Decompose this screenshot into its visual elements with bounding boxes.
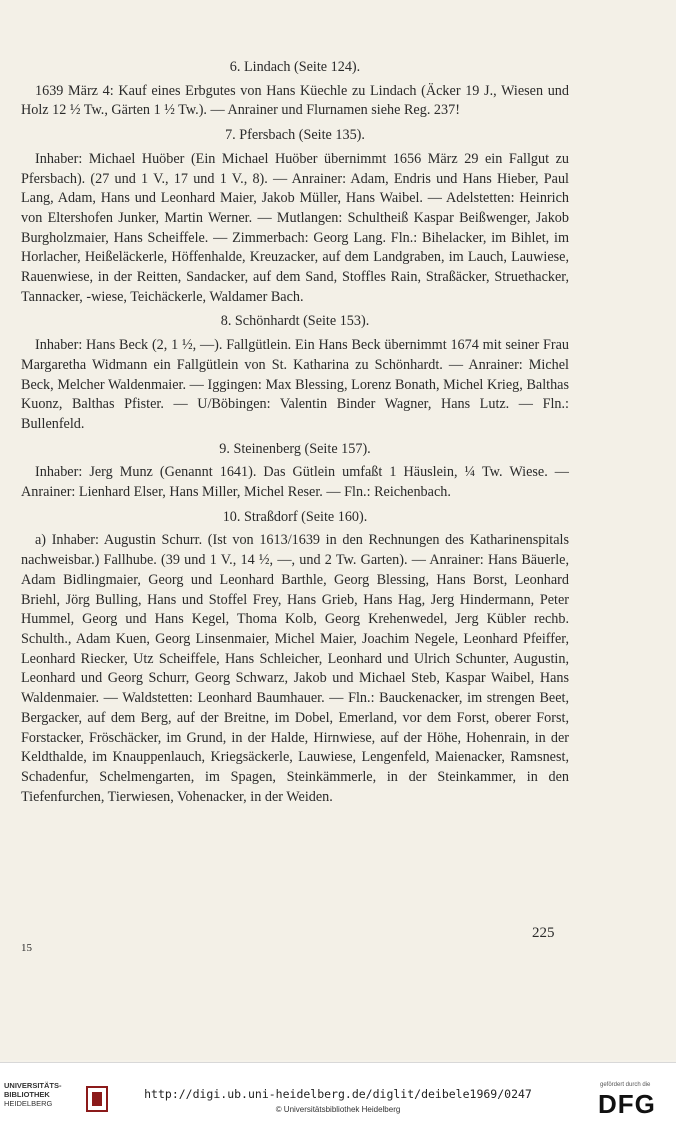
section-heading: 7. Pfersbach (Seite 135). <box>225 127 365 144</box>
section-heading: 10. Straßdorf (Seite 160). <box>222 508 368 525</box>
section-paragraph: Inhaber: Jerg Munz (Genannt 1641). Das Gütlein umfaßt 1 Häuslein, ¼ Tw. Wiese. — Anrainer: Lienhard Elser, Hans Miller, Michel Reser. — Fln.: Reichenbach. <box>21 464 569 501</box>
library-name-line1: UNIVERSITÄTS- <box>4 1081 62 1090</box>
section-paragraph: a) Inhaber: Augustin Schurr. (Ist von 1613/1639 in den Rechnungen des Katharinenspitals nachweisbar.) Fallhube. (39 und 1 V., 14 ½, —, und 2 Tw. Garten). — Anrainer: Hans Bäuerle, Adam Bidlingmaier, Georg und Leonhard Barthle, Georg Blessing, Hans Borst, Leonhard Briehl, Jörg Bulling, Hans und Stoffel Frey, Hans Grieb, Hans Hag, Jerg Hindermann, Peter Hummel, Georg und Hans Kegel, Thoma Kolb, Georg Krehenwedel, Jerg Kübler rechb. Schulth., Adam Kuen, Georg Linsenmaier, Michel Maier, Joachim Negele, Leonhard Pfeiffer, Leonhard Riecker, Utz Scheiffele, Hans Schleicher, Leonhard und Ulrich Schunter, Augustin, Leonhard und Georg Schurr, Georg Schwarz, Jakob und Michael Steb, Kaspar Waibel, Hans Waldenmaier. — Waldstetten: Leonhard Baumhauer. — Fln.: Bauckenacker, im strengen Beet, Bergacker, auf dem Berg, auf der Breitne, im Dobel, Emerland, vor dem Forst, oberer Forst, Forstacker, Fröschäcker, im Grund, in der Halde, Hirnwiese, auf der Höhe, Hohenrain, in der Keldthalde, im Knauppenlauch, Kriegsäckerle, Lauwiese, Lengenfeld, Maienacker, Ramsnest, Schadenfur, Schelmengarten, im Spagen, Steinkämmerle, in der Steinkammer, in den Tiefenfurchen, Tierwiesen, Vohenacker, in der Weiden. <box>21 532 569 805</box>
footer-bar <box>0 1062 676 1125</box>
dfg-caption: gefördert durch die <box>600 1082 651 1088</box>
library-name-line2: BIBLIOTHEK <box>4 1090 50 1099</box>
section-paragraph: Inhaber: Hans Beck (2, 1 ½, —). Fallgütlein. Ein Hans Beck übernimmt 1674 mit seiner Frau Margaretha Widmann ein Fallgütlein von St. Katharina zu Schönhardt. — Anrainer: Michel Beck, Melcher Waldenmaier. — Iggingen: Max Blessing, Lorenz Bonath, Michel Krieg, Balthas Kuonz, Balthas Pfister. — U/Böbingen: Valentin Binder Wagner, Hans Lutz. — Fln.: Bullenfeld. <box>21 337 569 432</box>
dfg-logo[interactable]: DFG <box>598 1089 656 1119</box>
signature-mark: 15 <box>21 942 32 954</box>
library-name-line3: HEIDELBERG <box>4 1099 53 1108</box>
permalink-url[interactable]: http://digi.ub.uni-heidelberg.de/diglit/deibele1969/0247 <box>144 1087 532 1101</box>
copyright-notice: © Universitätsbibliothek Heidelberg <box>275 1105 401 1114</box>
page-number: 225 <box>532 925 555 941</box>
section-heading: 9. Steinenberg (Seite 157). <box>219 440 371 457</box>
page-text <box>21 58 569 807</box>
section-heading: 6. Lindach (Seite 124). <box>229 59 361 75</box>
section-paragraph: 1639 März 4: Kauf eines Erbgutes von Hans Küechle zu Lindach (Äcker 19 J., Wiesen und Holz 12 ½ Tw., Gärten 1 ½ Tw.). — Anrainer und Flurnamen siehe Reg. 237! <box>21 82 569 119</box>
section-paragraph: Inhaber: Michael Huöber (Ein Michael Huöber übernimmt 1656 März 29 ein Fallgut zu Pfersbach). (27 und 1 V., 17 und 1 V., 8). — Anrainer: Adam, Endris und Hans Hieber, Paul Lang, Adam, Hans und Leonhard Maier, Jakob Müller, Hans Waibel. — Adelstetten: Heinrich von Eltershofen Junker, Martin Werner. — Mutlangen: Schultheiß Kaspar Beißwenger, Jakob Burgholzmaier, Hans Scheiffele. — Zimmerbach: Georg Lang. Fln.: Bihelacker, im Bihlet, im Horlacher, Heißeläckerle, Höffenhalde, Kreuzacker, auf dem Landgraben, im Lauch, Lauwiese, Rauenwiese, in der Reitten, Sandacker, auf dem Sand, Stoffles Rain, Straßäcker, Struethacker, Tannacker, -wiese, Teichäckerle, Waldamer Bach. <box>21 150 569 305</box>
section-heading: 8. Schönhardt (Seite 153). <box>220 313 370 330</box>
